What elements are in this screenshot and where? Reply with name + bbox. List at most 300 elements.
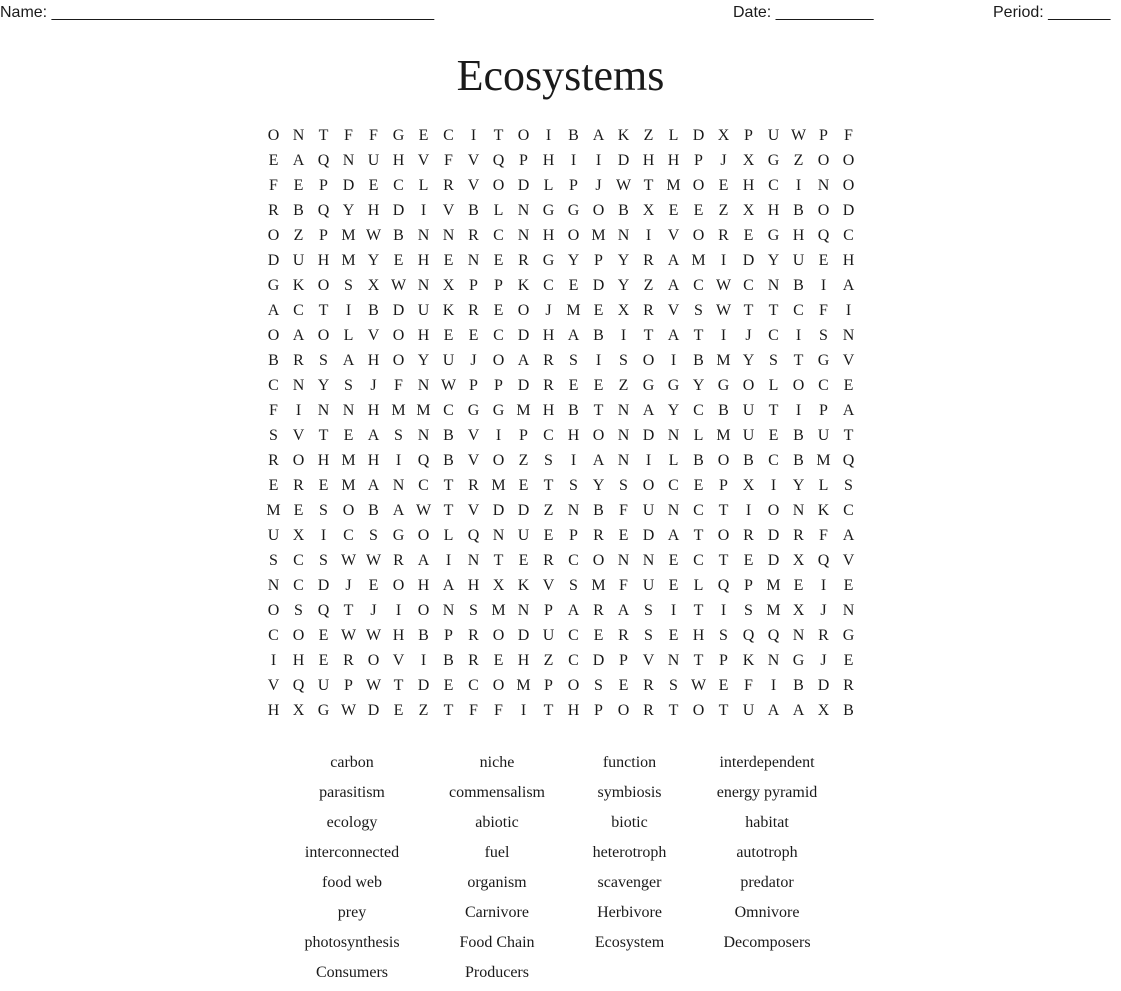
grid-letter[interactable]: G [667, 377, 680, 394]
grid-letter[interactable]: A [342, 352, 355, 369]
grid-letter[interactable]: V [417, 152, 430, 169]
grid-letter[interactable]: Y [692, 377, 705, 394]
grid-letter[interactable]: I [720, 252, 727, 269]
grid-letter[interactable]: G [842, 627, 855, 644]
grid-letter[interactable]: T [343, 602, 354, 619]
grid-letter[interactable]: Y [567, 252, 580, 269]
grid-letter[interactable]: I [595, 352, 602, 369]
grid-letter[interactable]: Q [317, 602, 330, 619]
grid-letter[interactable]: Z [293, 227, 304, 244]
grid-letter[interactable]: A [442, 577, 455, 594]
grid-letter[interactable]: M [491, 602, 506, 619]
grid-letter[interactable]: N [442, 227, 455, 244]
grid-letter[interactable]: T [643, 327, 654, 344]
grid-letter[interactable]: Q [467, 527, 480, 544]
grid-letter[interactable]: H [567, 427, 580, 444]
grid-letter[interactable]: G [542, 202, 555, 219]
grid-letter[interactable]: I [820, 577, 827, 594]
grid-letter[interactable]: E [718, 677, 729, 694]
grid-letter[interactable]: T [318, 127, 329, 144]
grid-letter[interactable]: R [543, 552, 554, 569]
grid-letter[interactable]: X [742, 152, 755, 169]
grid-letter[interactable]: E [668, 627, 679, 644]
grid-letter[interactable]: V [842, 352, 855, 369]
grid-letter[interactable]: D [517, 377, 530, 394]
grid-letter[interactable]: R [543, 352, 554, 369]
grid-letter[interactable]: I [795, 402, 802, 419]
grid-letter[interactable]: Y [792, 477, 805, 494]
grid-letter[interactable]: E [668, 552, 679, 569]
grid-letter[interactable]: C [268, 377, 279, 394]
grid-letter[interactable]: O [642, 477, 655, 494]
grid-letter[interactable]: P [544, 677, 553, 694]
grid-letter[interactable]: Z [643, 127, 654, 144]
grid-letter[interactable]: D [392, 302, 405, 319]
grid-letter[interactable]: B [793, 277, 804, 294]
grid-letter[interactable]: E [768, 427, 779, 444]
grid-letter[interactable]: P [719, 652, 728, 669]
grid-letter[interactable]: E [618, 677, 629, 694]
grid-letter[interactable]: H [317, 252, 330, 269]
grid-letter[interactable]: N [517, 227, 530, 244]
grid-letter[interactable]: D [617, 152, 630, 169]
grid-letter[interactable]: V [542, 577, 555, 594]
grid-letter[interactable]: G [567, 202, 580, 219]
grid-letter[interactable]: P [469, 377, 478, 394]
grid-letter[interactable]: W [365, 677, 382, 694]
grid-letter[interactable]: R [468, 477, 479, 494]
grid-letter[interactable]: E [343, 427, 354, 444]
grid-letter[interactable]: G [542, 252, 555, 269]
period-field[interactable]: Period: _______ [993, 4, 1111, 21]
grid-letter[interactable]: B [368, 302, 379, 319]
grid-letter[interactable]: Z [643, 277, 654, 294]
grid-letter[interactable]: M [716, 352, 731, 369]
grid-letter[interactable]: N [842, 327, 855, 344]
grid-letter[interactable]: R [843, 677, 854, 694]
grid-letter[interactable]: A [292, 327, 305, 344]
grid-letter[interactable]: M [491, 477, 506, 494]
grid-letter[interactable]: P [744, 577, 753, 594]
grid-letter[interactable]: N [767, 652, 780, 669]
grid-letter[interactable]: L [668, 127, 679, 144]
grid-letter[interactable]: H [517, 652, 530, 669]
grid-letter[interactable]: E [318, 477, 329, 494]
grid-letter[interactable]: I [520, 702, 527, 719]
grid-letter[interactable]: W [390, 277, 407, 294]
grid-letter[interactable]: E [843, 377, 854, 394]
grid-letter[interactable]: Z [543, 652, 554, 669]
grid-letter[interactable]: P [619, 652, 628, 669]
grid-letter[interactable]: V [642, 652, 655, 669]
grid-letter[interactable]: D [267, 252, 280, 269]
grid-letter[interactable]: H [542, 152, 555, 169]
grid-letter[interactable]: X [792, 602, 805, 619]
grid-letter[interactable]: B [268, 352, 279, 369]
grid-letter[interactable]: G [392, 127, 405, 144]
grid-letter[interactable]: X [492, 577, 505, 594]
grid-letter[interactable]: G [392, 527, 405, 544]
grid-letter[interactable]: O [717, 452, 730, 469]
grid-letter[interactable]: P [319, 177, 328, 194]
grid-letter[interactable]: H [542, 402, 555, 419]
grid-letter[interactable]: O [842, 152, 855, 169]
grid-letter[interactable]: V [367, 327, 380, 344]
grid-letter[interactable]: Y [342, 202, 355, 219]
grid-letter[interactable]: W [790, 127, 807, 144]
grid-letter[interactable]: C [343, 527, 354, 544]
grid-letter[interactable]: E [268, 152, 279, 169]
grid-letter[interactable]: C [693, 552, 704, 569]
grid-letter[interactable]: S [394, 427, 403, 444]
grid-letter[interactable]: E [693, 202, 704, 219]
grid-letter[interactable]: G [767, 152, 780, 169]
grid-letter[interactable]: S [694, 302, 703, 319]
grid-letter[interactable]: H [367, 452, 380, 469]
grid-letter[interactable]: J [820, 602, 827, 619]
grid-letter[interactable]: Q [417, 452, 430, 469]
grid-letter[interactable]: F [619, 502, 628, 519]
grid-letter[interactable]: D [517, 177, 530, 194]
grid-letter[interactable]: H [267, 702, 280, 719]
grid-letter[interactable]: N [517, 602, 530, 619]
grid-letter[interactable]: E [618, 527, 629, 544]
grid-letter[interactable]: P [319, 227, 328, 244]
grid-letter[interactable]: T [793, 352, 804, 369]
grid-letter[interactable]: U [742, 427, 755, 444]
grid-letter[interactable]: T [718, 552, 729, 569]
grid-letter[interactable]: N [442, 602, 455, 619]
grid-letter[interactable]: B [593, 327, 604, 344]
grid-letter[interactable]: F [819, 527, 828, 544]
grid-letter[interactable]: C [693, 277, 704, 294]
grid-letter[interactable]: U [417, 302, 430, 319]
grid-letter[interactable]: C [843, 227, 854, 244]
grid-letter[interactable]: C [293, 552, 304, 569]
grid-letter[interactable]: O [492, 352, 505, 369]
grid-letter[interactable]: B [718, 402, 729, 419]
grid-letter[interactable]: G [817, 352, 830, 369]
grid-letter[interactable]: P [494, 377, 503, 394]
grid-letter[interactable]: N [617, 227, 630, 244]
grid-letter[interactable]: I [720, 327, 727, 344]
grid-letter[interactable]: E [393, 702, 404, 719]
grid-letter[interactable]: C [293, 302, 304, 319]
grid-letter[interactable]: S [319, 552, 328, 569]
grid-letter[interactable]: E [793, 577, 804, 594]
grid-letter[interactable]: D [417, 677, 430, 694]
grid-letter[interactable]: J [370, 377, 377, 394]
grid-letter[interactable]: F [744, 677, 753, 694]
grid-letter[interactable]: M [766, 577, 781, 594]
grid-letter[interactable]: R [468, 302, 479, 319]
grid-letter[interactable]: W [365, 627, 382, 644]
grid-letter[interactable]: D [742, 252, 755, 269]
grid-letter[interactable]: R [818, 627, 829, 644]
grid-letter[interactable]: P [819, 127, 828, 144]
grid-letter[interactable]: T [693, 652, 704, 669]
grid-letter[interactable]: H [317, 452, 330, 469]
grid-letter[interactable]: Z [543, 502, 554, 519]
grid-letter[interactable]: I [770, 477, 777, 494]
grid-letter[interactable]: H [467, 577, 480, 594]
grid-letter[interactable]: N [317, 402, 330, 419]
grid-letter[interactable]: A [667, 527, 680, 544]
grid-letter[interactable]: O [517, 302, 530, 319]
grid-letter[interactable]: O [267, 127, 280, 144]
grid-letter[interactable]: M [341, 477, 356, 494]
grid-letter[interactable]: A [767, 702, 780, 719]
grid-letter[interactable]: S [569, 577, 578, 594]
grid-letter[interactable]: I [570, 452, 577, 469]
grid-letter[interactable]: L [693, 427, 704, 444]
grid-letter[interactable]: T [393, 677, 404, 694]
grid-letter[interactable]: D [517, 327, 530, 344]
grid-letter[interactable]: F [344, 127, 353, 144]
grid-letter[interactable]: M [591, 227, 606, 244]
grid-letter[interactable]: V [292, 427, 305, 444]
grid-letter[interactable]: C [768, 327, 779, 344]
grid-letter[interactable]: O [817, 152, 830, 169]
grid-letter[interactable]: T [443, 502, 454, 519]
grid-letter[interactable]: P [719, 477, 728, 494]
grid-letter[interactable]: I [320, 527, 327, 544]
grid-letter[interactable]: X [617, 302, 630, 319]
grid-letter[interactable]: O [292, 452, 305, 469]
grid-letter[interactable]: E [718, 177, 729, 194]
grid-letter[interactable]: G [267, 277, 280, 294]
grid-letter[interactable]: C [768, 452, 779, 469]
grid-letter[interactable]: J [745, 327, 752, 344]
grid-letter[interactable]: O [392, 577, 405, 594]
grid-letter[interactable]: H [417, 252, 430, 269]
grid-letter[interactable]: O [492, 452, 505, 469]
grid-letter[interactable]: C [568, 652, 579, 669]
name-field[interactable]: Name: ___________________________________________ [0, 4, 435, 21]
grid-letter[interactable]: A [367, 477, 380, 494]
grid-letter[interactable]: R [468, 652, 479, 669]
grid-letter[interactable]: C [843, 502, 854, 519]
grid-letter[interactable]: T [493, 552, 504, 569]
grid-letter[interactable]: C [543, 277, 554, 294]
grid-letter[interactable]: H [392, 627, 405, 644]
grid-letter[interactable]: J [820, 652, 827, 669]
grid-letter[interactable]: O [742, 377, 755, 394]
grid-letter[interactable]: I [670, 602, 677, 619]
grid-letter[interactable]: N [817, 177, 830, 194]
grid-letter[interactable]: N [617, 427, 630, 444]
grid-letter[interactable]: H [567, 702, 580, 719]
grid-letter[interactable]: E [368, 177, 379, 194]
grid-letter[interactable]: Q [317, 152, 330, 169]
grid-letter[interactable]: X [742, 477, 755, 494]
grid-letter[interactable]: A [392, 502, 405, 519]
grid-letter[interactable]: T [768, 402, 779, 419]
grid-letter[interactable]: F [269, 402, 278, 419]
grid-letter[interactable]: S [469, 602, 478, 619]
grid-letter[interactable]: B [693, 452, 704, 469]
grid-letter[interactable]: I [395, 452, 402, 469]
grid-letter[interactable]: H [367, 202, 380, 219]
grid-letter[interactable]: O [417, 527, 430, 544]
grid-letter[interactable]: K [742, 652, 755, 669]
grid-letter[interactable]: L [543, 177, 554, 194]
grid-letter[interactable]: S [319, 502, 328, 519]
grid-letter[interactable]: W [715, 302, 732, 319]
grid-letter[interactable]: A [642, 402, 655, 419]
grid-letter[interactable]: P [744, 127, 753, 144]
grid-letter[interactable]: E [593, 627, 604, 644]
grid-letter[interactable]: N [792, 627, 805, 644]
grid-letter[interactable]: O [842, 177, 855, 194]
grid-letter[interactable]: I [420, 202, 427, 219]
grid-letter[interactable]: I [470, 127, 477, 144]
grid-letter[interactable]: C [768, 177, 779, 194]
grid-letter[interactable]: N [767, 277, 780, 294]
grid-letter[interactable]: E [268, 477, 279, 494]
grid-letter[interactable]: U [542, 627, 555, 644]
grid-letter[interactable]: T [318, 427, 329, 444]
grid-letter[interactable]: N [792, 502, 805, 519]
grid-letter[interactable]: E [518, 552, 529, 569]
grid-letter[interactable]: C [443, 402, 454, 419]
grid-letter[interactable]: I [795, 177, 802, 194]
grid-letter[interactable]: M [416, 402, 431, 419]
grid-letter[interactable]: C [468, 677, 479, 694]
grid-letter[interactable]: M [341, 252, 356, 269]
grid-letter[interactable]: I [820, 277, 827, 294]
grid-letter[interactable]: B [743, 452, 754, 469]
grid-letter[interactable]: Q [742, 627, 755, 644]
grid-letter[interactable]: N [467, 252, 480, 269]
grid-letter[interactable]: Z [618, 377, 629, 394]
grid-letter[interactable]: I [845, 302, 852, 319]
grid-letter[interactable]: R [543, 377, 554, 394]
grid-letter[interactable]: Y [742, 352, 755, 369]
grid-letter[interactable]: L [668, 452, 679, 469]
grid-letter[interactable]: T [443, 702, 454, 719]
grid-letter[interactable]: E [593, 377, 604, 394]
grid-letter[interactable]: A [617, 602, 630, 619]
grid-letter[interactable]: W [365, 552, 382, 569]
grid-letter[interactable]: Y [592, 477, 605, 494]
grid-letter[interactable]: A [592, 127, 605, 144]
grid-letter[interactable]: F [394, 377, 403, 394]
grid-letter[interactable]: J [370, 602, 377, 619]
grid-letter[interactable]: J [345, 577, 352, 594]
grid-letter[interactable]: I [645, 227, 652, 244]
grid-letter[interactable]: X [717, 127, 730, 144]
grid-letter[interactable]: E [443, 327, 454, 344]
grid-letter[interactable]: S [369, 527, 378, 544]
grid-letter[interactable]: U [292, 252, 305, 269]
grid-letter[interactable]: W [715, 277, 732, 294]
grid-letter[interactable]: K [817, 502, 830, 519]
grid-letter[interactable]: T [768, 302, 779, 319]
grid-letter[interactable]: M [766, 602, 781, 619]
grid-letter[interactable]: N [342, 152, 355, 169]
grid-letter[interactable]: C [543, 427, 554, 444]
grid-letter[interactable]: H [542, 227, 555, 244]
grid-letter[interactable]: S [644, 627, 653, 644]
grid-letter[interactable]: O [567, 677, 580, 694]
grid-letter[interactable]: U [792, 252, 805, 269]
grid-letter[interactable]: E [518, 477, 529, 494]
grid-letter[interactable]: U [267, 527, 280, 544]
grid-letter[interactable]: O [342, 502, 355, 519]
grid-letter[interactable]: V [467, 177, 480, 194]
grid-letter[interactable]: S [294, 602, 303, 619]
grid-letter[interactable]: Y [617, 277, 630, 294]
grid-letter[interactable]: A [267, 302, 280, 319]
grid-letter[interactable]: S [819, 327, 828, 344]
grid-letter[interactable]: G [492, 402, 505, 419]
grid-letter[interactable]: C [418, 477, 429, 494]
grid-letter[interactable]: A [792, 702, 805, 719]
grid-letter[interactable]: V [392, 652, 405, 669]
grid-letter[interactable]: M [716, 427, 731, 444]
grid-letter[interactable]: Y [317, 377, 330, 394]
grid-letter[interactable]: C [268, 627, 279, 644]
grid-letter[interactable]: R [643, 252, 654, 269]
grid-letter[interactable]: N [667, 502, 680, 519]
grid-letter[interactable]: C [493, 227, 504, 244]
grid-letter[interactable]: P [344, 677, 353, 694]
grid-letter[interactable]: O [317, 327, 330, 344]
grid-letter[interactable]: O [567, 227, 580, 244]
grid-letter[interactable]: S [644, 602, 653, 619]
grid-letter[interactable]: V [842, 552, 855, 569]
grid-letter[interactable]: V [442, 202, 455, 219]
grid-letter[interactable]: E [693, 477, 704, 494]
grid-letter[interactable]: O [767, 502, 780, 519]
grid-letter[interactable]: R [793, 527, 804, 544]
grid-letter[interactable]: R [518, 252, 529, 269]
grid-letter[interactable]: K [442, 302, 455, 319]
grid-letter[interactable]: H [692, 627, 705, 644]
grid-letter[interactable]: O [692, 177, 705, 194]
grid-letter[interactable]: E [493, 252, 504, 269]
grid-letter[interactable]: R [268, 202, 279, 219]
grid-letter[interactable]: T [693, 327, 704, 344]
grid-letter[interactable]: I [795, 327, 802, 344]
grid-letter[interactable]: E [293, 502, 304, 519]
grid-letter[interactable]: B [793, 677, 804, 694]
grid-letter[interactable]: E [293, 177, 304, 194]
grid-letter[interactable]: T [543, 477, 554, 494]
grid-letter[interactable]: H [392, 152, 405, 169]
grid-letter[interactable]: C [668, 477, 679, 494]
grid-letter[interactable]: S [544, 452, 553, 469]
grid-letter[interactable]: J [595, 177, 602, 194]
grid-letter[interactable]: D [692, 127, 705, 144]
grid-letter[interactable]: D [342, 177, 355, 194]
grid-letter[interactable]: O [792, 377, 805, 394]
grid-letter[interactable]: B [368, 502, 379, 519]
grid-letter[interactable]: R [643, 702, 654, 719]
grid-letter[interactable]: E [318, 652, 329, 669]
grid-letter[interactable]: S [744, 602, 753, 619]
grid-letter[interactable]: D [767, 552, 780, 569]
grid-letter[interactable]: N [267, 577, 280, 594]
grid-letter[interactable]: N [417, 427, 430, 444]
grid-letter[interactable]: H [367, 352, 380, 369]
grid-letter[interactable]: N [342, 402, 355, 419]
grid-letter[interactable]: T [693, 527, 704, 544]
grid-letter[interactable]: P [819, 402, 828, 419]
grid-letter[interactable]: B [793, 427, 804, 444]
grid-letter[interactable]: O [417, 602, 430, 619]
